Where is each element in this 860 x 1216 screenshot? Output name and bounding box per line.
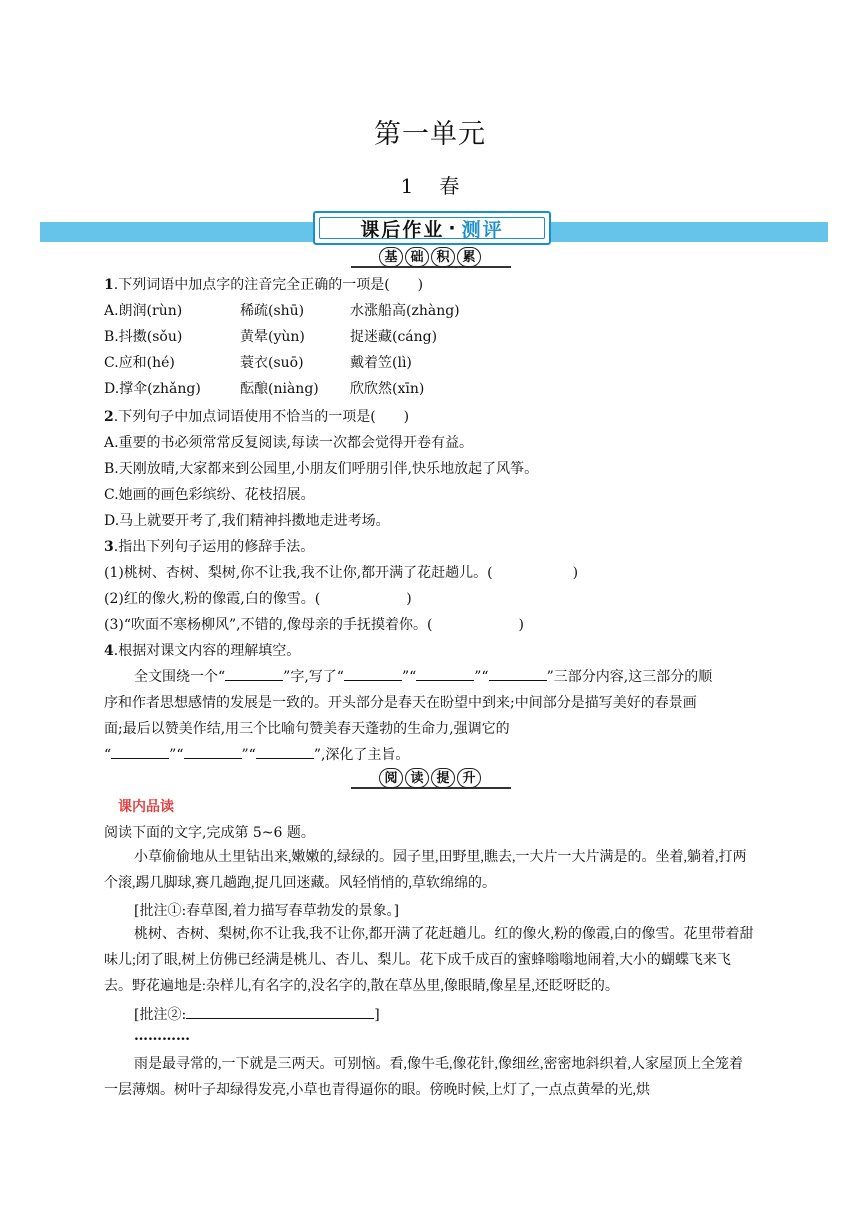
q2-opt-d: D.马上就要开考了,我们精神抖擞地走进考场。: [104, 513, 390, 529]
tag-char: 础: [405, 247, 429, 267]
reading-para-3: 雨是最寻常的,一下就是三两天。可别恼。看,像牛毛,像花针,像细丝,密密地斜织着,人家屋顶上全笼着一层薄烟。树叶子却绿得发亮,小草也青得逼你的眼。傍晚时候,上灯了,一点点黄晕的光,烘: [104, 1057, 743, 1098]
q1-opt-c3: 戴着笠(lì): [350, 355, 412, 371]
section-tag-reading: [351, 768, 511, 790]
answer-blank[interactable]: [184, 746, 242, 759]
q1-opt-b3: 捉迷藏(cáng): [350, 329, 438, 345]
q2-opt-b: B.天刚放晴,大家都来到公园里,小朋友们呼朋引伴,快乐地放起了风筝。: [104, 461, 539, 477]
q1-opt-d1: D.撑伞(zhǎng): [104, 381, 201, 397]
ellipsis: …………: [134, 1028, 190, 1044]
q4-line-1: 全文围绕一个“ ”字,写了“ ”“ ”“ ”三部分内容,这三部分的顺: [134, 669, 713, 685]
answer-blank[interactable]: [256, 746, 314, 759]
q1-opt-a2: 稀疏(shū): [240, 303, 305, 319]
reading-para-2: 桃树、杏树、梨树,你不让我,我不让你,都开满了花赶趟儿。红的像火,粉的像霞,白的像雪。花里带着甜味儿;闭了眼,树上仿佛已经满是桃儿、杏儿、梨儿。花下成千成百的蜜蜂嗡嗡地闹着,大小的蝴蝶飞来飞去。野花遍地是:杂样儿,有名字的,没名字的,散在草丛里,像眼睛,像星星,还眨呀眨的。: [104, 927, 754, 994]
tag-char: 积: [431, 247, 455, 267]
homework-banner: [313, 211, 551, 245]
lesson-title: [0, 170, 860, 199]
q2-opt-a: A.重要的书必须常常反复阅读,每读一次都会觉得开卷有益。: [104, 435, 474, 451]
annotation-blank[interactable]: [186, 1006, 374, 1019]
answer-blank[interactable]: [344, 668, 402, 681]
reading-para-1: 小草偷偷地从土里钻出来,嫩嫩的,绿绿的。园子里,田野里,瞧去,一大片一大片满是的。坐着,躺着,打两个滚,踢几脚球,赛几趟跑,捉几回迷藏。风轻悄悄的,草软绵绵的。: [104, 850, 747, 891]
annotation-2: [批注②: ]: [134, 1007, 380, 1023]
q1-opt-d2: 酝酿(niàng): [240, 381, 319, 397]
tag-char: 读: [405, 768, 429, 788]
q1-opt-b2: 黄晕(yùn): [240, 329, 305, 345]
tag-char: 升: [457, 768, 481, 788]
reading-heading: 课内品读: [118, 799, 174, 815]
reading-intro: 阅读下面的文字,完成第 5~6 题。: [104, 825, 315, 841]
banner-dot: ·: [448, 217, 458, 239]
tag-char: 基: [379, 247, 403, 267]
q3-stem: 3.指出下列句子运用的修辞手法。: [104, 539, 315, 555]
q4-line-4: “ ”“ ”“ ”,深化了主旨。: [104, 747, 410, 763]
tag-char: 阅: [379, 768, 403, 788]
q1-stem: 1.下列词语中加点字的注音完全正确的一项是( ): [104, 277, 424, 293]
answer-blank[interactable]: [111, 746, 169, 759]
q1-opt-a3: 水涨船高(zhàng): [350, 303, 460, 319]
q3-item-1: (1)桃树、杏树、梨树,你不让我,我不让你,都开满了花赶趟儿。( ): [104, 565, 579, 581]
tag-char: 提: [431, 768, 455, 788]
tag-char: 累: [457, 247, 481, 267]
q3-item-3: (3)“吹面不寒杨柳风”,不错的,像母亲的手抚摸着你。( ): [104, 617, 524, 633]
q1-opt-b1: B.抖擞(sǒu): [104, 329, 183, 345]
banner-text-1: 课后作业: [360, 218, 445, 241]
q1-opt-c1: C.应和(hé): [104, 355, 175, 371]
q4-line-3: 面;最后以赞美作结,用三个比喻句赞美春天蓬勃的生命力,强调它的: [104, 721, 510, 737]
lesson-name: 春: [439, 174, 460, 198]
q1-opt-a1: A.朗润(rùn): [104, 303, 183, 319]
q2-opt-c: C.她画的画色彩缤纷、花枝招展。: [104, 487, 315, 503]
q2-stem: 2.下列句子中加点词语使用不恰当的一项是( ): [104, 409, 410, 425]
q4-line-2: 序和作者思想感情的发展是一致的。开头部分是春天在盼望中到来;中间部分是描写美好的春景画: [104, 695, 697, 711]
annotation-1: [批注①:春草图,着力描写春草勃发的景象。]: [134, 903, 400, 919]
q4-stem: 4.根据对课文内容的理解填空。: [104, 643, 301, 659]
banner-text-2: 测评: [461, 218, 504, 241]
lesson-number: 1: [400, 174, 414, 198]
answer-blank[interactable]: [489, 668, 547, 681]
answer-blank[interactable]: [225, 668, 283, 681]
section-tag-basics: [351, 247, 511, 269]
q1-opt-c2: 蓑衣(suō): [240, 355, 304, 371]
answer-blank[interactable]: [416, 668, 474, 681]
q1-opt-d3: 欣欣然(xīn): [350, 381, 425, 397]
q3-item-2: (2)红的像火,粉的像霞,白的像雪。( ): [104, 591, 412, 607]
unit-title: 第一单元: [374, 119, 486, 150]
